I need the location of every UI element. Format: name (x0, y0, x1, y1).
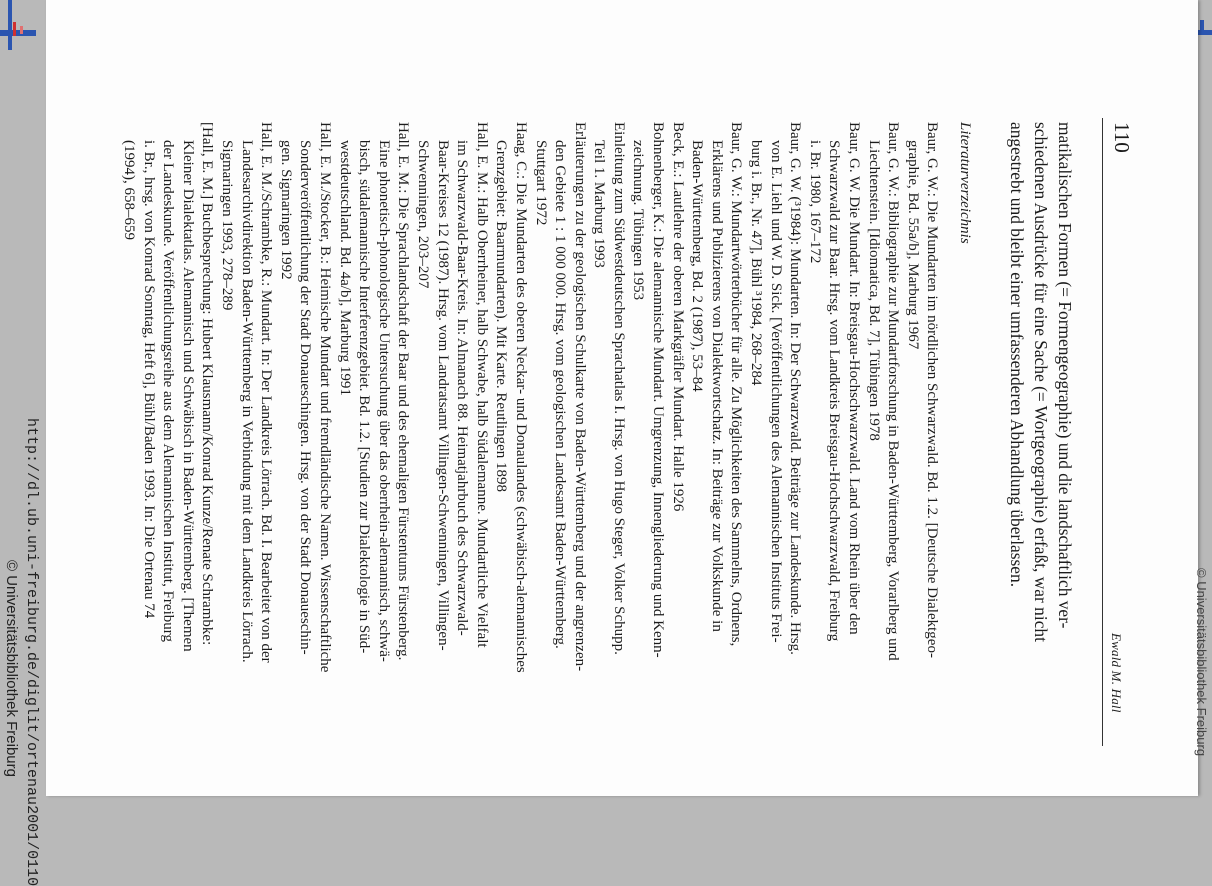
bibliography (118, 122, 974, 673)
bibliography-line-continuation: Sonderveröffentlichung der Stadt Donaueschingen. Hrsg. von der Stadt Donaueschin- (297, 140, 314, 655)
bibliography-entry: Beck, E.: Lautlehre der oberen Markgräfler Mundart. Halle 1926 (669, 122, 686, 512)
bibliography-line-continuation: den Gebiete 1 : 1 000 000. Hrsg. vom geologischen Landesamt Baden-Württemberg. (552, 140, 569, 649)
bibliography-entry: Hall, E. M.: Die Sprachlandschaft der Baar und des ehemaligen Fürstentums Fürstenberg. (395, 122, 412, 661)
bibliography-entry: Einleitung zum Südwestdeutschen Sprachatlas I. Hrsg. von Hugo Steger, Volker Schupp. (610, 122, 627, 655)
bibliography-entry: Erläuterungen zu der geologischen Schulkarte von Baden-Württemberg und der angrenzen- (571, 122, 588, 672)
bibliography-line-continuation: Teil 1. Marburg 1993 (591, 140, 608, 268)
bibliography-line-continuation: Stuttgart 1972 (532, 140, 549, 226)
bibliography-line-continuation: Sigmaringen 1993, 278–289 (219, 140, 236, 311)
bibliography-line-continuation: von E. Liehl und W. D. Sick. [Veröffentlichungen des Alemannischen Instituts Frei- (767, 140, 784, 643)
bibliography-entry: Baur, G. W.: Mundartwörterbücher für alle. Zu Möglichkeiten des Sammelns, Ordnens, (728, 122, 745, 647)
bibliography-line-continuation: burg i. Br., Nr. 47], Bühl ³1984, 268–284 (748, 140, 765, 386)
header-rule (1102, 118, 1103, 746)
bibliography-line-continuation: graphie, Bd. 55a/b], Marburg 1967 (904, 140, 921, 350)
margin-fragment: © Universitätsbibliothek Freiburg (1194, 568, 1209, 757)
intro-line: angestrebt und bleibt einer umfassenderen Abhandlung überlassen. (1007, 122, 1028, 588)
bibliography-line-continuation: bisch, südalemannische Interferenzgebiet. Bd. 1.2. [Studien zur Dialektologie in Süd- (356, 140, 373, 654)
bibliography-entry: [Hall, E. M.] Buchbesprechung: Hubert Klausmann/Konrad Kunze/Renate Schrambke: (199, 122, 216, 646)
intro-line: matikalischen Formen (= Formengeographie) und die landschaftlich ver- (1055, 122, 1075, 629)
section-heading: Literaturverzeichnis (957, 122, 973, 244)
copyright-notice: © Universitätsbibliothek Freiburg (3, 560, 20, 777)
bibliography-line-continuation: Eine phonetisch-phonologische Untersuchung über das oberrhein-alemannisch, schwä- (375, 140, 392, 662)
bibliography-entry: Baur, G. W. Die Mundart. In: Breisgau-Hochschwarzwald. Land vom Rhein über den (846, 122, 863, 635)
bibliography-line-continuation: Schwarzwald zur Baar. Hrsg. vom Landkreis Breisgau-Hochschwarzwald, Freiburg (826, 140, 843, 642)
bibliography-line-continuation: westdeutschland. Bd. 4a/b], Marburg 1991 (336, 140, 353, 396)
bibliography-line-continuation: gen. Sigmaringen 1992 (277, 140, 294, 280)
bibliography-line-continuation: Grenzgebiet: Baarmundarten). Mit Karte. Reutlingen 1898 (493, 140, 510, 492)
color-calibration-mark-left (0, 0, 40, 50)
bibliography-entry: Baur, G. W. (³1984): Mundarten. In: Der Schwarzwald. Beiträge zur Landeskunde. Hrsg. (787, 122, 804, 655)
bibliography-entry: Baur, G. W.: Bibliographie zur Mundartforschung in Baden-Württemberg, Vorarlberg und (885, 122, 902, 661)
scanned-page (46, 0, 1198, 796)
intro-paragraph (1005, 122, 1076, 642)
bibliography-line-continuation: der Landeskunde. Veröffentlichungsreihe aus dem Alemannischen Institut, Freiburg (160, 140, 177, 642)
bibliography-line-continuation: im Schwarzwald-Baar-Kreis. In: Almanach 88. Heimatjahrbuch des Schwarzwald- (454, 140, 471, 636)
bibliography-line-continuation: Landesarchivdirektion Baden-Württemberg in Verbindung mit dem Landkreis Lörrach. (238, 140, 255, 663)
bibliography-line-continuation: Baar-Kreises 12 (1987). Hrsg. vom Landratsamt Villingen-Schwenningen, Villingen- (434, 140, 451, 651)
bibliography-line-continuation: Baden-Württemberg, Bd. 2 (1987), 53–84 (689, 140, 706, 392)
bibliography-list (118, 122, 941, 673)
bibliography-line-continuation: (1994), 658–659 (121, 140, 138, 240)
bibliography-entry: Hall, E. M./Stocker, B.: Heimische Mundart und fremdländische Namen. Wissenschaftliche (317, 122, 333, 673)
color-calibration-mark-right (1198, 0, 1212, 50)
source-url[interactable]: http://dl.ub.uni-freiburg.de/diglit/ortenau2001/0110 (23, 418, 40, 886)
bibliography-line-continuation: Erklärens und Publizierens von Dialektwortschatz. In: Beiträge zur Volkskunde in (708, 140, 725, 632)
bibliography-entry: Haag, C.: Die Mundarten des oberen Neckar- und Donaulandes (schwäbisch-alemannisches (512, 122, 529, 673)
bibliography-line-continuation: i. Br., hrsg. von Konrad Sonntag, Heft 6], Bühl/Baden 1993. In: Die Ortenau 74 (140, 140, 157, 619)
bibliography-line-continuation: i. Br. 1980, 167–172 (806, 140, 823, 264)
bibliography-line-continuation: Kleiner Dialektatlas. Alemannisch und Schwäbisch in Baden-Württemberg. [Themen (179, 140, 196, 652)
bibliography-line-continuation: Liechtenstein. [Idiomatica, Bd. 7], Tübingen 1978 (865, 140, 882, 441)
intro-line: schiedenen Ausdrücke für eine Sache (= Wortgeographie) erfaßt, war nicht (1031, 122, 1052, 642)
bibliography-entry: Baur, G. W.: Die Mundarten im nördlichen Schwarzwald. Bd. 1.2. [Deutsche Dialektgeo- (924, 122, 941, 658)
bibliography-line-continuation: Schwenningen, 203–207 (414, 140, 431, 289)
bibliography-entry: Hall, E. M./Schrambke, R.: Mundart. In: Der Landkreis Lörrach. Bd. I. Bearbeitet von der (258, 122, 275, 663)
page-number: 110 (1110, 122, 1134, 153)
running-head-author: Ewald M. Hall (1109, 633, 1124, 713)
bibliography-entry: Hall, E. M.: Halb Oberrheiner, halb Schwabe, halb Südalemanne. Mundartliche Vielfalt (473, 122, 490, 648)
bibliography-entry: Bohnenberger, K.: Die alemannische Mundart. Umgrenzung, Innengliederung und Kenn- (650, 122, 667, 658)
bibliography-line-continuation: zeichnung. Tübingen 1953 (630, 140, 647, 301)
